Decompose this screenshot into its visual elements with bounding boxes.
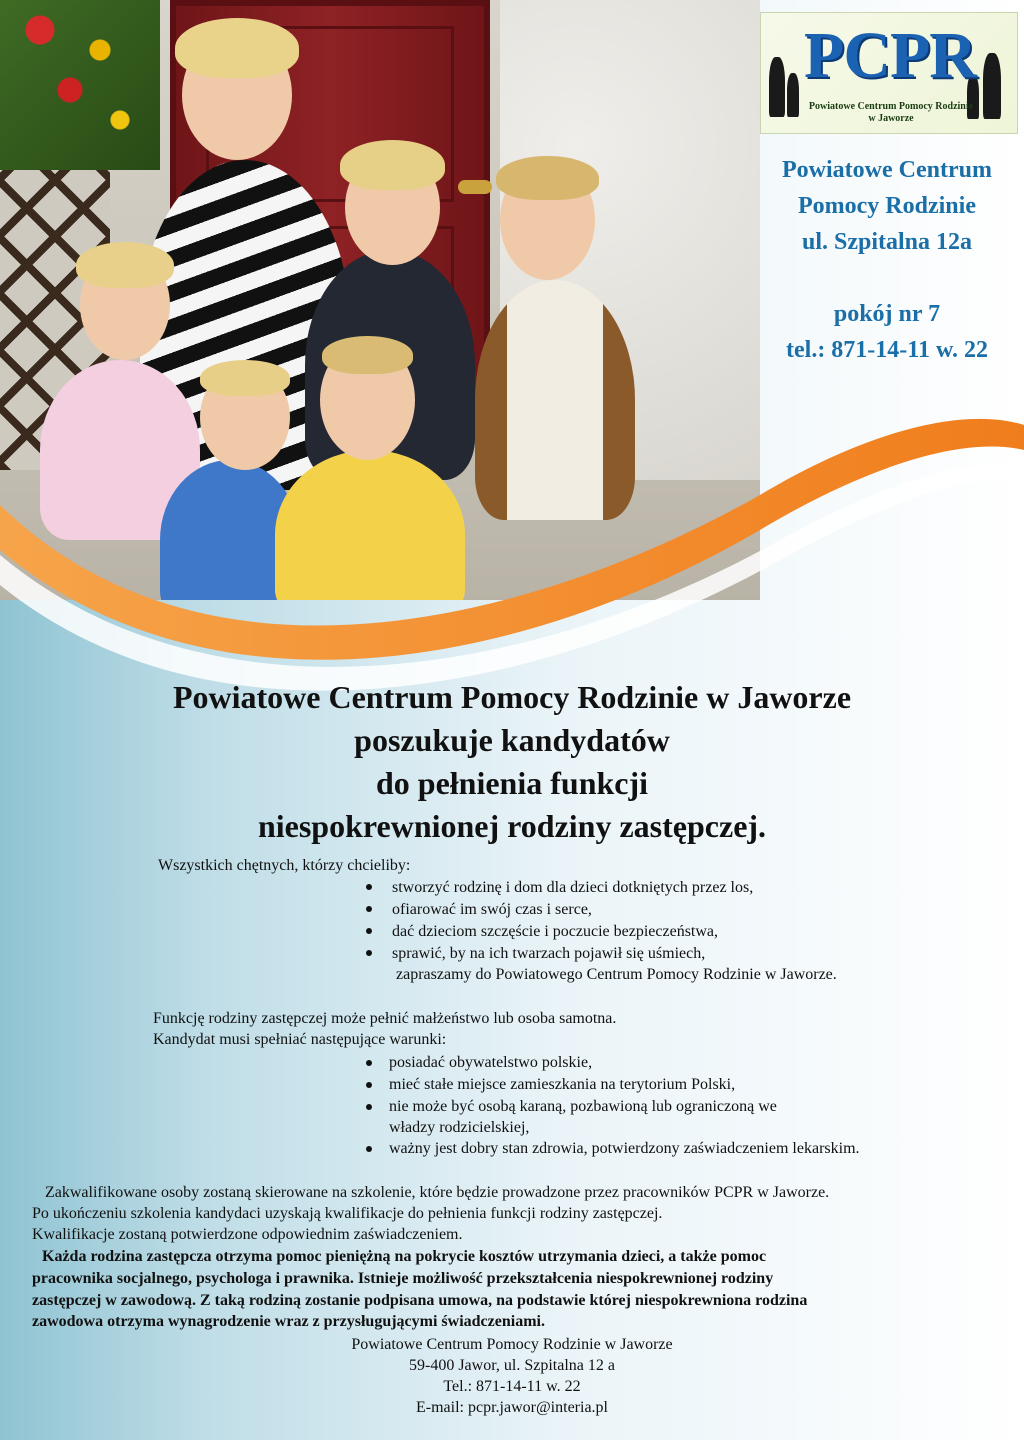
section1-bullet2: ofiarować im swój czas i serce, bbox=[392, 901, 592, 918]
section1-intro: Wszystkich chętnych, którzy chcieliby: bbox=[158, 857, 411, 874]
section1-bullet4: sprawić, by na ich twarzach pojawił się uśmiech, bbox=[392, 945, 706, 962]
section1-bullet1: stworzyć rodzinę i dom dla dzieci dotkniętych przez los, bbox=[392, 879, 754, 896]
section2-bullet3: nie może być osobą karaną, pozbawioną lub ograniczoną we bbox=[389, 1098, 777, 1115]
bullet-dot bbox=[366, 1082, 372, 1088]
bullet-dot bbox=[366, 884, 372, 890]
contact-block bbox=[760, 152, 1014, 368]
section3-bold1: Każda rodzina zastępcza otrzyma pomoc pieniężną na pokrycie kosztów utrzymania dzieci, a także pomoc bbox=[42, 1248, 767, 1265]
headline-line2: poszukuje kandydatów bbox=[354, 722, 670, 758]
section2-line2: Kandydat musi spełniać następujące warunki: bbox=[153, 1031, 447, 1048]
footer-line3: Tel.: 871-14-11 w. 22 bbox=[443, 1378, 581, 1395]
section1-closing: zapraszamy do Powiatowego Centrum Pomocy Rodzinie w Jaworze. bbox=[396, 966, 837, 983]
pcpr-logo bbox=[760, 12, 1018, 134]
section3-bold2: pracownika socjalnego, psychologa i prawnika. Istnieje możliwość przekształcenia niespokrewnionej rodziny bbox=[32, 1270, 774, 1287]
footer-address bbox=[0, 1334, 1024, 1418]
footer-line1: Powiatowe Centrum Pomocy Rodzinie w Jaworze bbox=[351, 1336, 673, 1353]
bullet-dot bbox=[366, 1104, 372, 1110]
headline-line3: do pełnienia funkcji bbox=[375, 765, 649, 801]
logo-subtitle-line1: Powiatowe Centrum Pomocy Rodzinie bbox=[808, 101, 974, 112]
bullet-dot bbox=[366, 906, 372, 912]
contact-line3: ul. Szpitalna 12a bbox=[801, 229, 973, 255]
section2-bullet4: ważny jest dobry stan zdrowia, potwierdzony zaświadczeniem lekarskim. bbox=[389, 1140, 860, 1157]
headline bbox=[0, 676, 1024, 848]
section3-line1: Zakwalifikowane osoby zostaną skierowane na szkolenie, które będzie prowadzone przez pracowników PCPR w Jaworze. bbox=[45, 1184, 830, 1201]
footer-email: E-mail: pcpr.jawor@interia.pl bbox=[415, 1399, 608, 1416]
section2-bullet3-cont: władzy rodzicielskiej, bbox=[389, 1119, 530, 1136]
flower-pot bbox=[0, 0, 160, 170]
contact-line2: Pomocy Rodzinie bbox=[798, 193, 976, 219]
section2-line1: Funkcję rodziny zastępczej może pełnić małżeństwo lub osoba samotna. bbox=[153, 1010, 617, 1027]
logo-mark: PCPR bbox=[804, 19, 976, 92]
bullet-dot bbox=[366, 928, 372, 934]
headline-line1: Powiatowe Centrum Pomocy Rodzinie w Jaworze bbox=[172, 679, 852, 715]
bullet-dot bbox=[366, 1060, 372, 1066]
section3-bold4: zawodowa otrzyma wynagrodzenie wraz z przysługującymi świadczeniami. bbox=[32, 1313, 545, 1330]
headline-line4: niespokrewnionej rodziny zastępczej. bbox=[257, 808, 767, 844]
bullet-dot bbox=[366, 1146, 372, 1152]
door-knob bbox=[458, 180, 492, 194]
section1-bullet3: dać dzieciom szczęście i poczucie bezpieczeństwa, bbox=[392, 923, 719, 940]
decorative-wave bbox=[0, 380, 1024, 700]
footer-line2: 59-400 Jawor, ul. Szpitalna 12 a bbox=[409, 1357, 615, 1374]
section2-bullet1: posiadać obywatelstwo polskie, bbox=[389, 1054, 593, 1071]
bullet-dot bbox=[366, 950, 372, 956]
logo-subtitle-line2: w Jaworze bbox=[868, 113, 914, 124]
section3-line3: Kwalifikacje zostaną potwierdzone odpowiednim zaświadczeniem. bbox=[32, 1226, 463, 1243]
contact-phone: tel.: 871-14-11 w. 22 bbox=[786, 337, 988, 363]
contact-room: pokój nr 7 bbox=[833, 301, 941, 327]
section3-line2: Po ukończeniu szkolenia kandydaci uzyskają kwalifikacje do pełnienia funkcji rodziny zastępczej. bbox=[32, 1205, 663, 1222]
contact-line1: Powiatowe Centrum bbox=[782, 157, 992, 183]
section2-bullet2: mieć stałe miejsce zamieszkania na terytorium Polski, bbox=[389, 1076, 736, 1093]
section3-bold3: zastępczej w zawodową. Z taką rodziną zostanie podpisana umowa, na podstawie której niespokrewniona rodzina bbox=[32, 1292, 808, 1309]
